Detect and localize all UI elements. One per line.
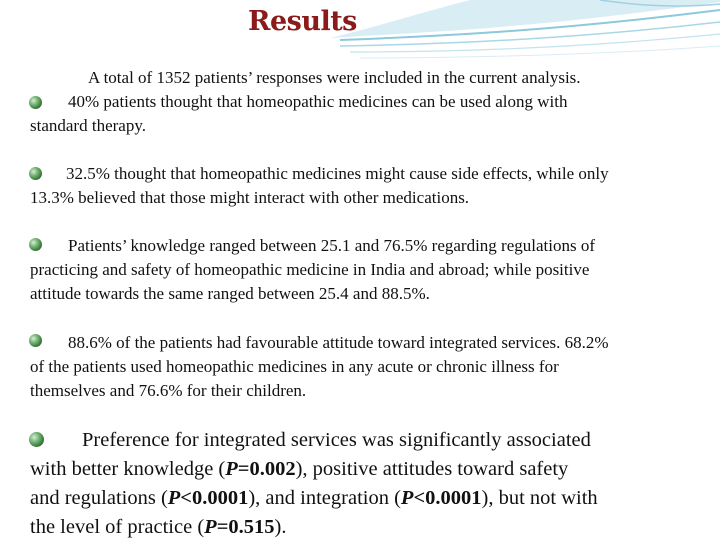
intro-text: A total of 1352 patients’ responses were included in the current analysis.	[88, 68, 581, 87]
item-line: Patients’ knowledge ranged between 25.1 and 76.5% regarding regulations of	[68, 236, 595, 255]
item-line: attitude towards the same ranged between 25.4 and 88.5%.	[30, 284, 430, 303]
item-line: 32.5% thought that homeopathic medicines might cause side effects, while only	[66, 164, 609, 183]
result-item-1	[30, 90, 702, 138]
result-item-2	[30, 162, 702, 210]
page-title: Results	[248, 6, 357, 37]
item-line: 88.6% of the patients had favourable attitude toward integrated services. 68.2%	[68, 333, 609, 352]
item-line: with better knowledge (P=0.002), positive attitudes toward safety	[30, 458, 569, 480]
item-line: of the patients used homeopathic medicines in any acute or chronic illness for	[30, 357, 559, 376]
item-line: themselves and 76.6% for their children.	[30, 381, 307, 400]
item-line: 40% patients thought that homeopathic medicines can be used along with	[68, 92, 568, 111]
intro-paragraph	[30, 66, 702, 90]
item-line: and regulations (P<0.0001), and integration (P<0.0001), but not with	[30, 487, 598, 509]
item-line: Preference for integrated services was significantly associated	[82, 429, 591, 451]
item-line: the level of practice (P=0.515).	[30, 516, 287, 538]
result-item-4	[30, 331, 702, 403]
item-line: standard therapy.	[30, 116, 146, 135]
result-item-5	[30, 426, 702, 542]
item-line: practicing and safety of homeopathic medicine in India and abroad; while positive	[30, 260, 590, 279]
result-item-3	[30, 234, 702, 306]
item-line: 13.3% believed that those might interact with other medications.	[30, 188, 470, 207]
